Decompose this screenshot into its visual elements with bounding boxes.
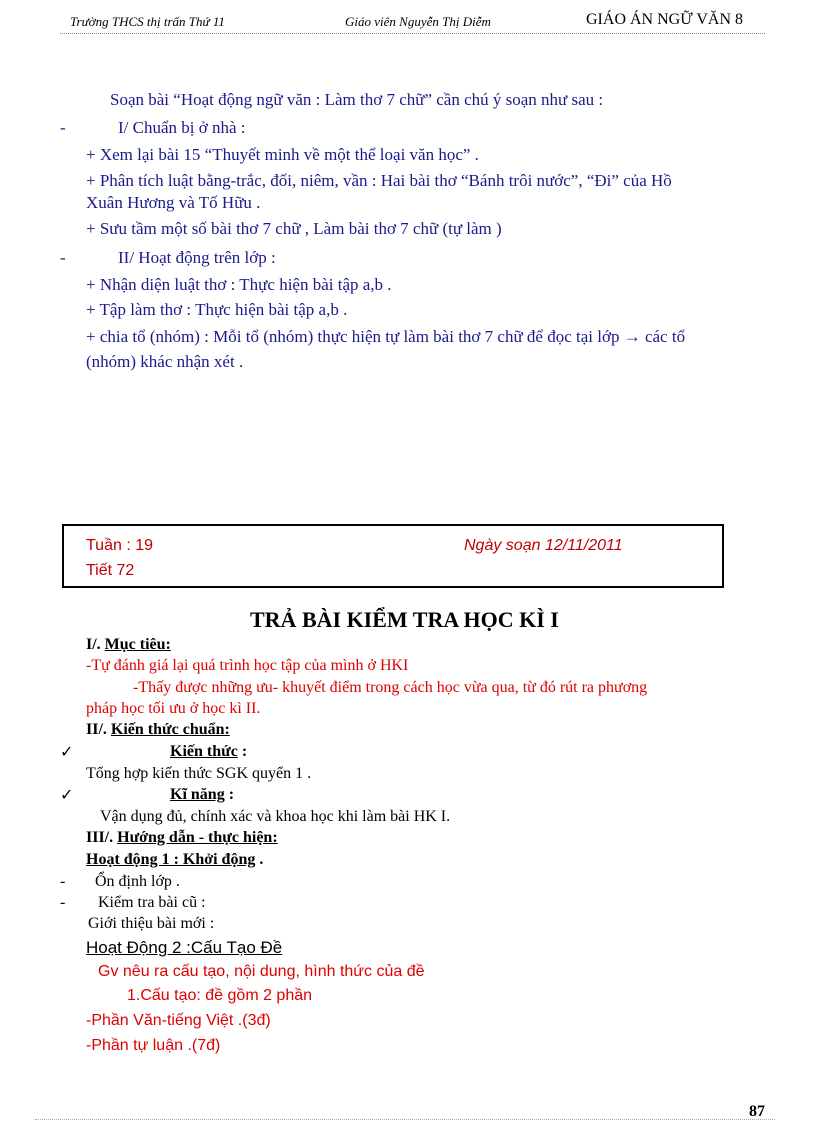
on-dinh-lop: Ổn định lớp . [95,873,180,890]
gv-instruction: Gv nêu ra cấu tạo, nội dung, hình thức của đề [98,963,425,980]
prep-item-3: + Sưu tầm một số bài thơ 7 chữ , Làm bài thơ 7 chữ (tự làm ) [86,219,502,238]
section-1-num: I/. [86,636,101,653]
prep-item-2: + Phân tích luật bằng-trắc, đối, niêm, vần : Hai bài thơ “Bánh trôi nước”, “Đi” của Hồ [86,171,672,190]
prep-intro: Soạn bài “Hoạt động ngữ văn : Làm thơ 7 chữ” cần chú ý soạn như sau : [110,90,604,109]
prep-section-2: II/ Hoạt động trên lớp : [118,248,276,267]
goal-2-cont: pháp học tối ưu ở học kì II. [86,700,261,717]
goal-1: -Tự đánh giá lại quá trình học tập của mình ở HKI [86,657,409,674]
section-3-heading [86,829,278,847]
section-1-heading [86,636,171,654]
lesson-info-box [62,524,724,588]
section-2-heading [86,721,230,739]
lesson-date: Ngày soạn 12/11/2011 [464,537,623,554]
header-divider [60,33,765,34]
footer-divider [35,1119,775,1120]
section-3-num: III/. [86,829,114,846]
part-2: -Phần tự luận .(7đ) [86,1037,221,1054]
header-school: Trường THCS thị trấn Thứ 11 [70,14,225,29]
prep-item-1: + Xem lại bài 15 “Thuyết minh về một thể loại văn học” . [86,145,479,164]
prep-item-6-text: + chia tổ (nhóm) : Mỗi tổ (nhóm) thực hiện tự làm bài thơ 7 chữ để đọc tại lớp [86,327,620,346]
list-dash-2: - [60,894,66,911]
arrow-right-icon: → [623,327,641,346]
check-icon: ✓ [60,744,74,761]
prep-dash-2: - [60,248,66,267]
prep-item-6 [86,327,685,347]
header-teacher: Giáo viên Nguyễn Thị Diễm [345,14,491,29]
knowledge-heading [170,743,247,761]
page-number: 87 [749,1103,765,1120]
kiem-tra-bai-cu: Kiểm tra bài cũ : [98,894,206,911]
section-1-label: Mục tiêu: [104,636,171,653]
structure-point: 1.Cấu tạo: đề gồm 2 phần [127,987,313,1004]
prep-section-1: I/ Chuẩn bị ở nhà : [118,118,246,137]
activity-1-dot: . [259,851,264,868]
prep-item-6-cont: (nhóm) khác nhận xét . [86,352,244,371]
prep-dash-1: - [60,118,66,137]
activity-1-heading [86,851,263,869]
activity-1-label: Hoạt động 1 : Khởi động [86,851,256,868]
gioi-thieu-bai-moi: Giới thiệu bài mới : [88,915,215,932]
lesson-period: Tiết 72 [86,562,135,579]
goal-2: -Thấy được những ưu- khuyết điểm trong cách học vừa qua, từ đó rút ra phương [133,679,648,696]
part-1: -Phần Văn-tiếng Việt .(3đ) [86,1012,271,1029]
knowledge-colon: : [241,743,248,760]
skill-label: Kĩ năng [170,786,225,803]
prep-item-4: + Nhận diện luật thơ : Thực hiện bài tập a,b . [86,275,392,294]
activity-2-heading: Hoạt Động 2 :Cấu Tạo Đề [86,938,283,957]
prep-item-6-end: các tổ [644,327,686,346]
page-title: TRẢ BÀI KIỂM TRA HỌC KÌ I [250,607,559,632]
section-2-label: Kiến thức chuẩn: [110,721,230,738]
skill-text: Vận dụng đủ, chính xác và khoa học khi làm bài HK I. [100,808,451,825]
list-dash-1: - [60,873,66,890]
knowledge-label: Kiến thức [170,743,238,760]
skill-heading [170,786,234,804]
header-subject: GIÁO ÁN NGỮ VĂN 8 [586,11,743,28]
prep-item-2-cont: Xuân Hương và Tố Hữu . [86,193,261,212]
prep-item-5: + Tập làm thơ : Thực hiện bài tập a,b . [86,300,348,319]
skill-colon: : [228,786,235,803]
section-2-num: II/. [86,721,107,738]
knowledge-text: Tổng hợp kiến thức SGK quyển 1 . [86,765,312,782]
section-3-label: Hướng dẫn - thực hiện: [117,829,278,846]
lesson-week: Tuần : 19 [86,537,154,554]
check-icon: ✓ [60,787,74,804]
